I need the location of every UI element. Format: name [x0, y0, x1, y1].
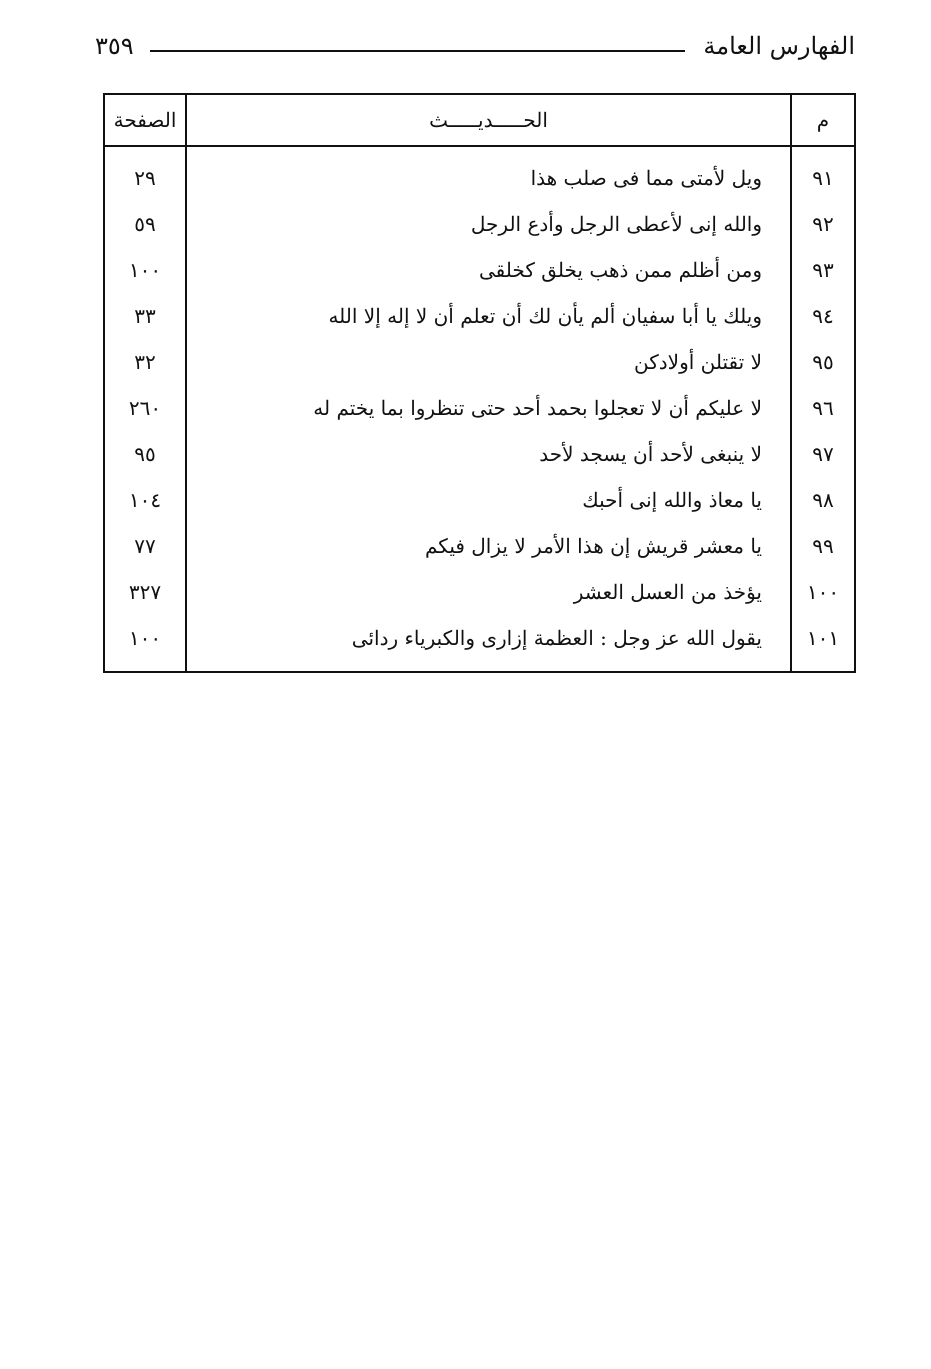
row-number: ٩١ — [791, 146, 855, 201]
table-row — [104, 385, 855, 431]
hadith-text: لا ينبغى لأحد أن يسجد لأحد — [186, 431, 791, 477]
table-header-row — [104, 94, 855, 146]
page-reference: ٩٥ — [134, 442, 156, 466]
page-reference: ١٠٠ — [128, 626, 162, 650]
running-title: الفهارس العامة — [703, 32, 855, 60]
hadith-text: ويل لأمتى مما فى صلب هذا — [186, 146, 791, 201]
row-number: ٩٥ — [791, 339, 855, 385]
row-number: ٩٦ — [791, 385, 855, 431]
hadith-text: يا معشر قريش إن هذا الأمر لا يزال فيكم — [186, 523, 791, 569]
row-number: ١٠١ — [791, 615, 855, 672]
table-row — [104, 477, 855, 523]
hadith-text: يقول الله عز وجل : العظمة إزارى والكبرياء ردائى — [186, 615, 791, 672]
row-number: ٩٩ — [791, 523, 855, 569]
page-reference: ٢٦٠ — [128, 396, 162, 420]
page-reference: ٥٩ — [134, 212, 156, 236]
hadith-index-table — [103, 93, 856, 673]
hadith-text: يؤخذ من العسل العشر — [186, 569, 791, 615]
header-rule — [150, 50, 685, 52]
column-header-number: م — [791, 94, 855, 146]
row-number: ٩٣ — [791, 247, 855, 293]
row-number: ٩٨ — [791, 477, 855, 523]
column-header-hadith: الحـــــديـــــث — [186, 94, 791, 146]
page-reference: ٣٣ — [134, 304, 156, 328]
table-row — [104, 146, 855, 201]
hadith-text: لا عليكم أن لا تعجلوا بحمد أحد حتى تنظروا بما يختم له — [186, 385, 791, 431]
table-row — [104, 293, 855, 339]
table-row — [104, 247, 855, 293]
row-number: ٩٤ — [791, 293, 855, 339]
row-number: ٩٢ — [791, 201, 855, 247]
page-reference: ٢٩ — [134, 166, 156, 190]
table-row — [104, 569, 855, 615]
page-reference: ٧٧ — [134, 534, 156, 558]
table-row — [104, 431, 855, 477]
hadith-text: ومن أظلم ممن ذهب يخلق كخلقى — [186, 247, 791, 293]
table-row — [104, 523, 855, 569]
row-number: ٩٧ — [791, 431, 855, 477]
page-reference: ١٠٠ — [128, 258, 162, 282]
table-row — [104, 615, 855, 672]
page-reference: ٣٢٧ — [128, 580, 162, 604]
column-header-page: الصفحة — [104, 94, 186, 146]
page-reference: ٣٢ — [134, 350, 156, 374]
hadith-text: والله إنى لأعطى الرجل وأدع الرجل — [186, 201, 791, 247]
hadith-text: يا معاذ والله إنى أحبك — [186, 477, 791, 523]
hadith-text: ويلك يا أبا سفيان ألم يأن لك أن تعلم أن لا إله إلا الله — [186, 293, 791, 339]
table-row — [104, 201, 855, 247]
hadith-text: لا تقتلن أولادكن — [186, 339, 791, 385]
page-number: ٣٥٩ — [95, 32, 134, 60]
page-reference: ١٠٤ — [128, 488, 162, 512]
hadith-index-table-wrap — [103, 93, 856, 673]
page-header — [95, 30, 855, 66]
table-row — [104, 339, 855, 385]
row-number: ١٠٠ — [791, 569, 855, 615]
